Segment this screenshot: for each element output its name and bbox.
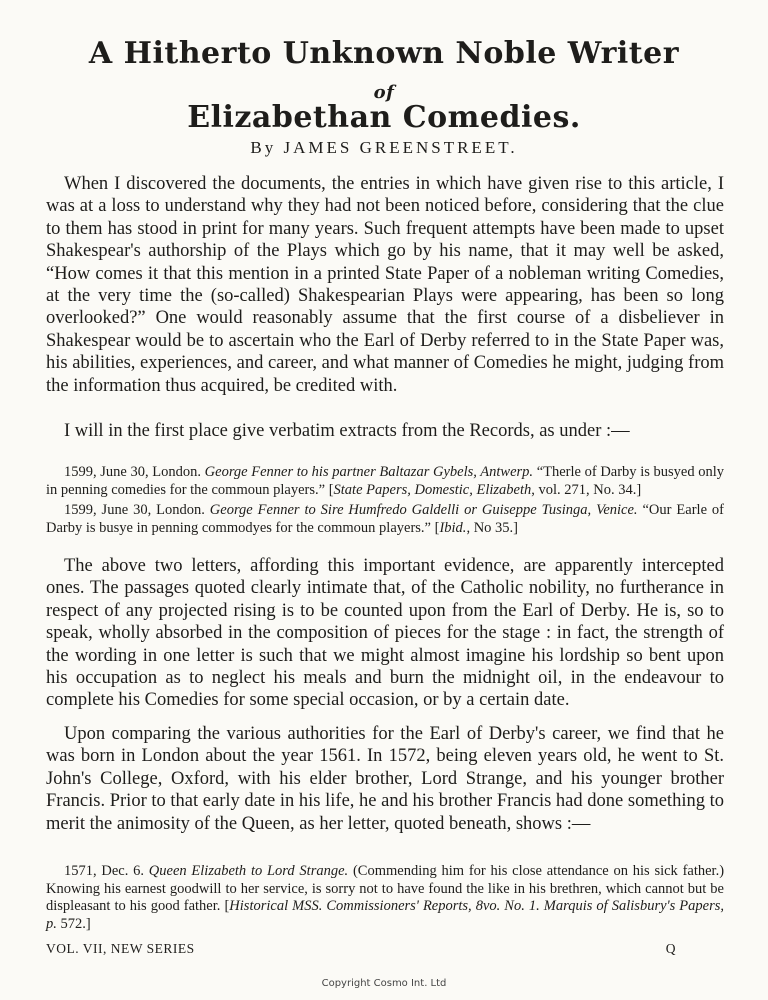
author-byline: By JAMES GREENSTREET. [250,138,518,157]
record-extract-2 [46,502,724,537]
record-date: 1571, Dec. 6. [64,863,145,879]
record-source: State Papers, Domestic, Elizabeth [333,481,532,498]
article-title-line-2: of [373,82,395,103]
record-source: Historical MSS. Commissioners' Reports, 8vo. No. 1. Marquis of Salisbury's Papers, p. [46,898,725,932]
article-title-line-3: Elizabethan Comedies. [187,100,581,135]
record-source-tail: , No 35.] [466,519,518,536]
copyright-notice: Copyright Cosmo Int. Ltd [321,978,447,989]
paragraph-analysis: The above two letters, affording this important evidence, are apparently intercepted ones. The passages quoted clearly intimate that, of the Catholic nobility, no furtherance in respect of any projected rising is to be counted upon from the Earl of Derby. He is, so to speak, wholly absorbed in the composition of pieces for the stage : in fact, the strength of the wording in one letter is such that we might almost imagine his lordship so bent upon his occupation as to neglect his meals and burn the midnight oil, in the endeavour to complete his Comedies for some special occasion, or by a certain date. [46,556,724,711]
record-heading: George Fenner to his partner Baltazar Gybels, Antwerp. [204,464,534,480]
record-text: “Therle of Darby is busyed only in penning comedies for the commoun players.” [46,464,725,498]
record-source-tail: 572.] [56,915,91,932]
record-text: (Commending him for his close attendance on his sick father.) Knowing his earnest goodwill to her service, is sorry not to have found the like in his brethren, which cannot but be displeasant to his good father. [46,863,725,915]
record-source-bracket: [ [434,519,440,536]
article-title-line-1: A Hitherto Unknown Noble Writer [88,36,680,71]
record-date: 1599, June 30, London. [64,502,205,518]
record-heading: Queen Elizabeth to Lord Strange. [148,863,349,879]
volume-label: VOL. VII, NEW SERIES [46,941,195,956]
paragraph-extracts-intro: I will in the first place give verbatim extracts from the Records, as under :— [64,421,630,441]
record-date: 1599, June 30, London. [64,464,201,480]
record-extract-3 [46,863,724,933]
record-heading: George Fenner to Sire Humfredo Galdelli or Guiseppe Tusinga, Venice. [209,502,638,518]
signature-mark: Q [665,941,676,956]
record-source-tail: , vol. 271, No. 34.] [531,481,642,498]
record-source-bracket: [ [328,481,334,498]
record-source: Ibid. [439,519,467,536]
record-text: “Our Earle of Darby is busye in penning commodyes for the commoun players.” [46,502,725,536]
paragraph-career: Upon comparing the various authorities for the Earl of Derby's career, we find that he was born in London about the year 1561. In 1572, being eleven years old, he went to St. John's College, Oxford, with his elder brother, Lord Strange, and his younger brother Francis. Prior to that early date in his life, he and his brother Francis had done something to merit the animosity of the Queen, as her letter, quoted beneath, shows :— [46,724,724,834]
record-extract-1 [46,464,724,499]
paragraph-intro: When I discovered the documents, the entries in which have given rise to this article, I was at a loss to understand why they had not been noticed before, considering that the clue to them has stood in print for many years. Such frequent attempts have been made to upset Shakespear's authorship of the Plays which go by his name, that it may well be asked, “How comes it that this mention in a printed State Paper of a nobleman writing Comedies, at the very time the (so-called) Shakespearian Plays were appearing, has been so long overlooked?” One would reasonably assume that the first course of a disbeliever in Shakespear would be to ascertain who the Earl of Derby referred to in the State Paper was, his abilities, experiences, and career, and what manner of Comedies he might, judging from the information thus acquired, be credited with. [46,174,724,396]
record-source-bracket: [ [224,898,230,915]
